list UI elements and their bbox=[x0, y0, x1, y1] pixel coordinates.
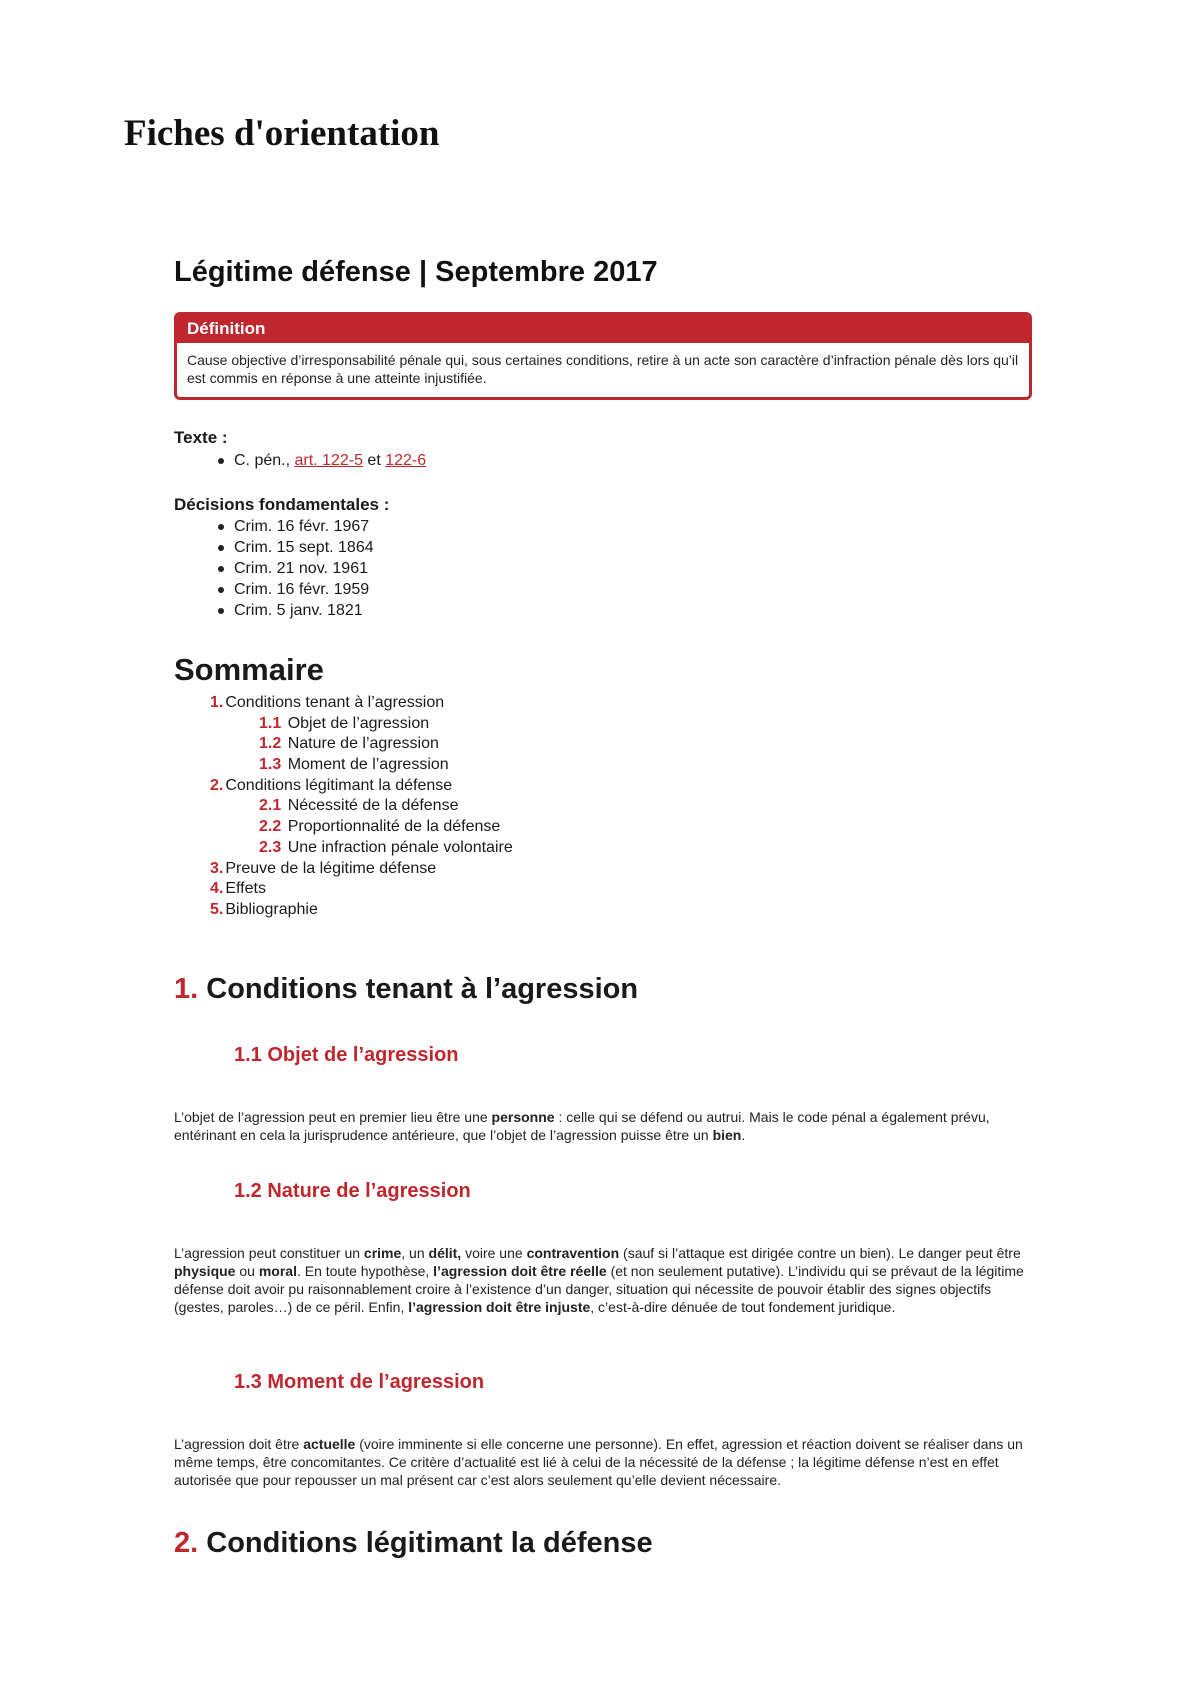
text-run: L’agression peut constituer un bbox=[174, 1245, 364, 1261]
toc-number: 3. bbox=[210, 859, 224, 877]
text-run: L’agression doit être bbox=[174, 1436, 304, 1452]
list-item: Crim. 21 nov. 1961 bbox=[218, 558, 374, 579]
decisions-label: Décisions fondamentales : bbox=[174, 495, 390, 514]
toc-label: Conditions légitimant la défense bbox=[225, 776, 453, 794]
text-bold: personne bbox=[491, 1109, 555, 1125]
texte-prefix: C. pén., bbox=[234, 452, 291, 469]
toc-label: Objet de l’agression bbox=[287, 714, 430, 732]
sommaire-list bbox=[210, 693, 513, 921]
text-bold: l’agression doit être injuste bbox=[408, 1299, 591, 1315]
definition-text: Cause objective d’irresponsabilité pénale qui, sous certaines conditions, retire à un acte son caractère d’infraction pénale dès lors qu’il est commis en réponse à une atteinte injustifiée. bbox=[187, 352, 1019, 386]
toc-number: 2.1 bbox=[259, 797, 282, 815]
subsection-1-2-text bbox=[174, 1244, 1034, 1316]
text-run: , c’est-à-dire dénuée de tout fondement juridique. bbox=[590, 1299, 896, 1315]
toc-label: Preuve de la légitime défense bbox=[225, 859, 437, 877]
list-item: Crim. 16 févr. 1959 bbox=[218, 579, 374, 600]
text-run: : celle qui se défend ou autrui. Mais le code pénal a également prévu, entérinant en cela la jurisprudence antérieure, que l’objet de l’agression puisse être un bbox=[174, 1109, 990, 1143]
text-run: voire une bbox=[461, 1245, 527, 1261]
fiche-heading: Légitime défense | Septembre 2017 bbox=[174, 256, 658, 288]
toc-item[interactable] bbox=[210, 755, 513, 776]
toc-item[interactable] bbox=[210, 734, 513, 755]
decisions-list bbox=[218, 516, 374, 621]
subsection-1-2-heading: 1.2 Nature de l’agression bbox=[234, 1180, 471, 1202]
toc-label: Conditions tenant à l’agression bbox=[225, 694, 445, 711]
text-bold: actuelle bbox=[303, 1436, 356, 1452]
toc-label: Nécessité de la défense bbox=[287, 797, 459, 815]
text-run: , un bbox=[401, 1245, 429, 1261]
text-run: . En toute hypothèse, bbox=[296, 1263, 434, 1279]
definition-label: Définition bbox=[177, 315, 1029, 343]
text-run: . bbox=[741, 1127, 746, 1143]
toc-label: Nature de l’agression bbox=[287, 735, 439, 753]
list-item: Crim. 5 janv. 1821 bbox=[218, 600, 374, 621]
list-item: Crim. 15 sept. 1864 bbox=[218, 537, 374, 558]
toc-item[interactable] bbox=[210, 714, 513, 735]
toc-label: Une infraction pénale volontaire bbox=[287, 838, 513, 856]
toc-number: 5. bbox=[210, 900, 224, 918]
texte-label: Texte : bbox=[174, 428, 228, 447]
toc-number: 1.3 bbox=[259, 756, 282, 774]
subsection-1-3-text bbox=[174, 1435, 1034, 1489]
text-bold: contravention bbox=[526, 1245, 620, 1261]
subsection-1-1-heading: 1.1 Objet de l’agression bbox=[234, 1044, 459, 1066]
toc-number: 2. bbox=[210, 776, 224, 794]
text-run: (et non seulement putative). L’individu qui se prévaut de la légitime défense doit avoir pu raisonnablement croire à l’existence d’un danger, situation qui nécessite de pouvoir établir des signes objectifs (gestes, paroles…) de ce péril. Enfin, bbox=[174, 1263, 1024, 1315]
text-run: ou bbox=[235, 1263, 259, 1279]
subsection-1-3-heading: 1.3 Moment de l’agression bbox=[234, 1371, 485, 1393]
toc-number: 4. bbox=[210, 880, 224, 898]
toc-number: 1.1 bbox=[259, 714, 282, 732]
text-run: (sauf si l’attaque est dirigée contre un bien). Le danger peut être bbox=[619, 1245, 1021, 1261]
toc-item[interactable] bbox=[210, 900, 513, 921]
texte-list bbox=[218, 450, 426, 471]
toc-item[interactable] bbox=[210, 859, 513, 880]
section-2-heading bbox=[174, 1527, 653, 1560]
text-bold: bien bbox=[712, 1127, 742, 1143]
text-bold: moral bbox=[258, 1263, 297, 1279]
page-title: Fiches d'orientation bbox=[124, 113, 440, 154]
list-item bbox=[218, 450, 426, 471]
link-art-122-6[interactable]: 122-6 bbox=[385, 452, 427, 469]
definition-box bbox=[174, 312, 1032, 400]
text-bold: délit, bbox=[428, 1245, 462, 1261]
section-number: 1. bbox=[174, 973, 199, 1005]
toc-label: Bibliographie bbox=[225, 900, 318, 918]
toc-label: Effets bbox=[225, 880, 266, 898]
toc-item[interactable] bbox=[210, 817, 513, 838]
toc-number: 1.2 bbox=[259, 735, 282, 753]
section-title: Conditions tenant à l’agression bbox=[206, 973, 639, 1005]
subsection-1-1-text bbox=[174, 1108, 1034, 1144]
toc-label: Moment de l’agression bbox=[287, 756, 449, 774]
text-bold: crime bbox=[363, 1245, 402, 1261]
section-1-heading bbox=[174, 973, 638, 1006]
toc-item[interactable] bbox=[210, 838, 513, 859]
texte-connector: et bbox=[367, 452, 381, 469]
toc-item[interactable] bbox=[210, 879, 513, 900]
link-art-122-5[interactable]: art. 122-5 bbox=[294, 452, 363, 469]
section-title: Conditions légitimant la défense bbox=[206, 1527, 653, 1559]
list-item: Crim. 16 févr. 1967 bbox=[218, 516, 374, 537]
text-bold: l’agression doit être réelle bbox=[433, 1263, 607, 1279]
toc-item[interactable] bbox=[210, 796, 513, 817]
text-bold: physique bbox=[174, 1263, 236, 1279]
section-number: 2. bbox=[174, 1527, 199, 1559]
toc-number: 1. bbox=[210, 694, 224, 711]
toc-number: 2.3 bbox=[259, 838, 282, 856]
text-run: L’objet de l’agression peut en premier lieu être une bbox=[174, 1109, 492, 1125]
toc-item[interactable] bbox=[210, 693, 513, 714]
toc-label: Proportionnalité de la défense bbox=[287, 818, 501, 836]
sommaire-heading: Sommaire bbox=[174, 652, 324, 687]
text-run: (voire imminente si elle concerne une personne). En effet, agression et réaction doivent se réaliser dans un même temps, être concomitantes. Ce critère d’actualité est lié à celui de la nécessité de la défense ; la légitime défense n’est en effet autorisée que pour repousser un mal présent car c’est alors seulement qu’elle devient nécessaire. bbox=[174, 1436, 1023, 1488]
toc-item[interactable] bbox=[210, 776, 513, 797]
toc-number: 2.2 bbox=[259, 818, 282, 836]
